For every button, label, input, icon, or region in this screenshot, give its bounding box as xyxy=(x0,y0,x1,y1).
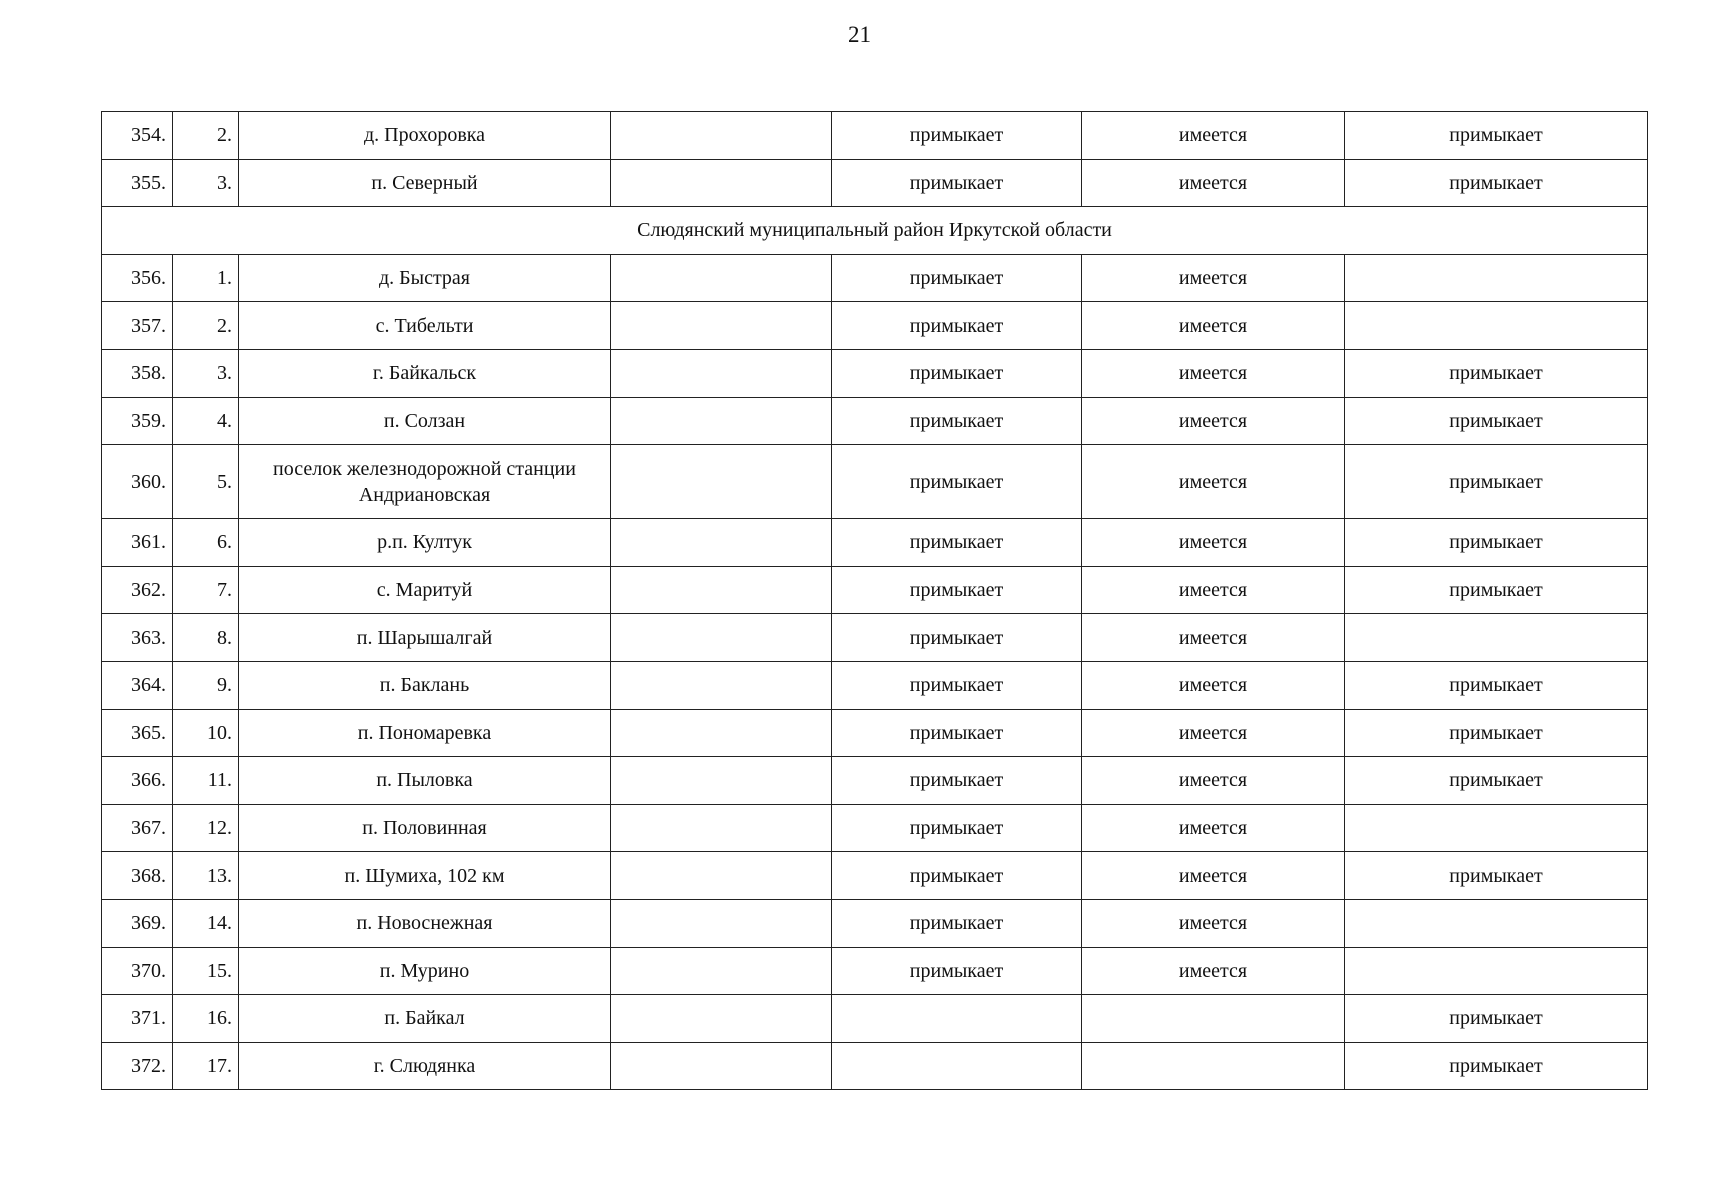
table-row xyxy=(102,397,1648,445)
row-subnumber: 1. xyxy=(173,254,239,302)
row-subnumber: 5. xyxy=(173,445,239,519)
cell-col5: примыкает xyxy=(832,947,1082,995)
settlement-name: д. Быстрая xyxy=(239,254,611,302)
settlement-name: п. Солзан xyxy=(239,397,611,445)
cell-col7: примыкает xyxy=(1345,757,1648,805)
cell-col7: примыкает xyxy=(1345,445,1648,519)
settlement-name: п. Шарышалгай xyxy=(239,614,611,662)
cell-col7 xyxy=(1345,302,1648,350)
cell-col7 xyxy=(1345,899,1648,947)
cell-col4 xyxy=(611,349,832,397)
cell-col5: примыкает xyxy=(832,254,1082,302)
cell-col5: примыкает xyxy=(832,804,1082,852)
table-row xyxy=(102,112,1648,160)
cell-col4 xyxy=(611,445,832,519)
cell-col6: имеется xyxy=(1082,614,1345,662)
settlement-name: д. Прохоровка xyxy=(239,112,611,160)
row-subnumber: 10. xyxy=(173,709,239,757)
cell-col7: примыкает xyxy=(1345,852,1648,900)
cell-col4 xyxy=(611,519,832,567)
row-subnumber: 6. xyxy=(173,519,239,567)
cell-col7 xyxy=(1345,947,1648,995)
row-subnumber: 3. xyxy=(173,349,239,397)
cell-col5: примыкает xyxy=(832,159,1082,207)
cell-col7 xyxy=(1345,254,1648,302)
cell-col6: имеется xyxy=(1082,947,1345,995)
page-number: 21 xyxy=(848,22,871,47)
cell-col7: примыкает xyxy=(1345,397,1648,445)
row-number: 367. xyxy=(102,804,173,852)
table-row xyxy=(102,519,1648,567)
cell-col6: имеется xyxy=(1082,159,1345,207)
settlement-name: с. Тибельти xyxy=(239,302,611,350)
table-row xyxy=(102,614,1648,662)
cell-col7: примыкает xyxy=(1345,709,1648,757)
settlement-name: п. Новоснежная xyxy=(239,899,611,947)
row-number: 354. xyxy=(102,112,173,160)
row-subnumber: 7. xyxy=(173,566,239,614)
settlement-name: п. Пономаревка xyxy=(239,709,611,757)
row-subnumber: 11. xyxy=(173,757,239,805)
cell-col5: примыкает xyxy=(832,709,1082,757)
settlement-name: с. Маритуй xyxy=(239,566,611,614)
table-row xyxy=(102,159,1648,207)
table-row xyxy=(102,947,1648,995)
cell-col4 xyxy=(611,661,832,709)
cell-col4 xyxy=(611,995,832,1043)
row-subnumber: 12. xyxy=(173,804,239,852)
cell-col5: примыкает xyxy=(832,566,1082,614)
row-subnumber: 14. xyxy=(173,899,239,947)
table-row xyxy=(102,899,1648,947)
row-number: 356. xyxy=(102,254,173,302)
row-subnumber: 9. xyxy=(173,661,239,709)
row-number: 364. xyxy=(102,661,173,709)
cell-col5: примыкает xyxy=(832,899,1082,947)
table-row xyxy=(102,709,1648,757)
table-row xyxy=(102,302,1648,350)
cell-col6 xyxy=(1082,995,1345,1043)
cell-col7: примыкает xyxy=(1345,159,1648,207)
cell-col4 xyxy=(611,254,832,302)
cell-col4 xyxy=(611,397,832,445)
settlement-name: п. Байкал xyxy=(239,995,611,1043)
row-number: 355. xyxy=(102,159,173,207)
row-number: 370. xyxy=(102,947,173,995)
cell-col7: примыкает xyxy=(1345,519,1648,567)
cell-col5: примыкает xyxy=(832,445,1082,519)
cell-col6: имеется xyxy=(1082,519,1345,567)
row-number: 357. xyxy=(102,302,173,350)
cell-col4 xyxy=(611,947,832,995)
cell-col4 xyxy=(611,1042,832,1090)
cell-col5: примыкает xyxy=(832,397,1082,445)
settlement-name: р.п. Култук xyxy=(239,519,611,567)
settlement-name: п. Половинная xyxy=(239,804,611,852)
settlement-name: п. Мурино xyxy=(239,947,611,995)
row-number: 363. xyxy=(102,614,173,662)
row-number: 366. xyxy=(102,757,173,805)
table-row xyxy=(102,349,1648,397)
settlement-name xyxy=(239,445,611,519)
cell-col6: имеется xyxy=(1082,709,1345,757)
cell-col7: примыкает xyxy=(1345,349,1648,397)
cell-col6: имеется xyxy=(1082,757,1345,805)
settlement-name: г. Слюдянка xyxy=(239,1042,611,1090)
row-subnumber: 4. xyxy=(173,397,239,445)
cell-col6: имеется xyxy=(1082,254,1345,302)
row-subnumber: 2. xyxy=(173,302,239,350)
row-subnumber: 3. xyxy=(173,159,239,207)
row-subnumber: 8. xyxy=(173,614,239,662)
cell-col5: примыкает xyxy=(832,757,1082,805)
cell-col6 xyxy=(1082,1042,1345,1090)
cell-col4 xyxy=(611,709,832,757)
settlement-name-line2: Андриановская xyxy=(358,483,491,506)
section-header: Слюдянский муниципальный район Иркутской области xyxy=(102,207,1648,255)
table-row xyxy=(102,995,1648,1043)
cell-col7: примыкает xyxy=(1345,661,1648,709)
table-row xyxy=(102,566,1648,614)
cell-col4 xyxy=(611,159,832,207)
cell-col5: примыкает xyxy=(832,614,1082,662)
cell-col4 xyxy=(611,757,832,805)
settlement-name: п. Северный xyxy=(239,159,611,207)
cell-col4 xyxy=(611,566,832,614)
cell-col7: примыкает xyxy=(1345,566,1648,614)
cell-col6: имеется xyxy=(1082,302,1345,350)
row-number: 372. xyxy=(102,1042,173,1090)
settlement-name: п. Шумиха, 102 км xyxy=(239,852,611,900)
table-row xyxy=(102,757,1648,805)
row-number: 371. xyxy=(102,995,173,1043)
row-number: 362. xyxy=(102,566,173,614)
cell-col4 xyxy=(611,112,832,160)
table-row xyxy=(102,804,1648,852)
cell-col5 xyxy=(832,995,1082,1043)
cell-col4 xyxy=(611,899,832,947)
cell-col7: примыкает xyxy=(1345,112,1648,160)
cell-col6: имеется xyxy=(1082,661,1345,709)
cell-col5: примыкает xyxy=(832,852,1082,900)
cell-col7: примыкает xyxy=(1345,1042,1648,1090)
cell-col7 xyxy=(1345,614,1648,662)
row-number: 361. xyxy=(102,519,173,567)
row-subnumber: 2. xyxy=(173,112,239,160)
cell-col5: примыкает xyxy=(832,519,1082,567)
cell-col6: имеется xyxy=(1082,445,1345,519)
section-header-row xyxy=(102,207,1648,255)
row-subnumber: 13. xyxy=(173,852,239,900)
cell-col5: примыкает xyxy=(832,112,1082,160)
table-row xyxy=(102,1042,1648,1090)
cell-col6: имеется xyxy=(1082,566,1345,614)
cell-col5: примыкает xyxy=(832,349,1082,397)
row-subnumber: 16. xyxy=(173,995,239,1043)
cell-col4 xyxy=(611,804,832,852)
table-row xyxy=(102,445,1648,519)
row-number: 365. xyxy=(102,709,173,757)
settlement-name-line1: поселок железнодорожной станции xyxy=(273,457,576,480)
cell-col4 xyxy=(611,852,832,900)
row-number: 358. xyxy=(102,349,173,397)
cell-col6: имеется xyxy=(1082,899,1345,947)
row-subnumber: 17. xyxy=(173,1042,239,1090)
settlement-name: г. Байкальск xyxy=(239,349,611,397)
cell-col6: имеется xyxy=(1082,852,1345,900)
cell-col6: имеется xyxy=(1082,349,1345,397)
table-row xyxy=(102,852,1648,900)
cell-col7: примыкает xyxy=(1345,995,1648,1043)
cell-col4 xyxy=(611,614,832,662)
cell-col6: имеется xyxy=(1082,397,1345,445)
cell-col5: примыкает xyxy=(832,302,1082,350)
settlement-name: п. Пыловка xyxy=(239,757,611,805)
settlement-name: п. Баклань xyxy=(239,661,611,709)
cell-col6: имеется xyxy=(1082,112,1345,160)
cell-col5 xyxy=(832,1042,1082,1090)
table-row xyxy=(102,661,1648,709)
cell-col6: имеется xyxy=(1082,804,1345,852)
row-number: 369. xyxy=(102,899,173,947)
row-number: 368. xyxy=(102,852,173,900)
table-row xyxy=(102,254,1648,302)
cell-col7 xyxy=(1345,804,1648,852)
row-number: 359. xyxy=(102,397,173,445)
settlements-table xyxy=(101,111,1648,1090)
cell-col4 xyxy=(611,302,832,350)
cell-col5: примыкает xyxy=(832,661,1082,709)
row-subnumber: 15. xyxy=(173,947,239,995)
row-number: 360. xyxy=(102,445,173,519)
